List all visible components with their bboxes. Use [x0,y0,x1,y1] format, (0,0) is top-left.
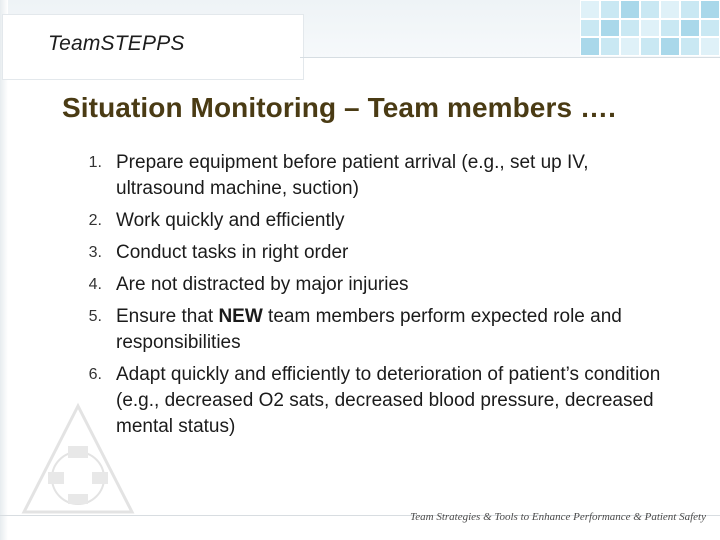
list-item-text: Adapt quickly and efficiently to deterioration of patient’s condition (e.g., decreased O2 sats, decreased blood pressure, decreased mental status) [116,364,661,437]
teamstepps-triangle-emblem [18,400,138,520]
emphasis-new: NEW [218,306,263,327]
list-number: 2. [88,212,102,229]
header-tile-grid [580,0,720,56]
list-number: 1. [88,154,102,171]
list-number: 6. [88,366,102,383]
list-item [78,150,678,202]
footer-tagline: Team Strategies & Tools to Enhance Performance & Patient Safety [410,511,706,523]
list-item-text: Work quickly and efficiently [116,210,345,231]
list-number: 4. [88,276,102,293]
list-item-text: Conduct tasks in right order [116,242,349,263]
list-item [78,208,678,234]
list-item-text: Prepare equipment before patient arrival (e.g., set up IV, ultrasound machine, suction) [116,152,589,199]
header-divider [300,57,720,58]
list-number: 3. [88,244,102,261]
list-number: 5. [88,308,102,325]
teamstepps-logo: TeamSTEPPS [48,32,185,55]
list-item-text: Ensure that NEW team members perform expected role and responsibilities [116,306,622,353]
list-item [78,304,678,356]
list-item [78,362,678,440]
left-edge-shade [0,0,8,540]
list-item-text: Are not distracted by major injuries [116,274,409,295]
slide-title: Situation Monitoring – Team members …. [62,92,617,123]
list-item [78,272,678,298]
list-item [78,240,678,266]
numbered-list [78,150,678,446]
